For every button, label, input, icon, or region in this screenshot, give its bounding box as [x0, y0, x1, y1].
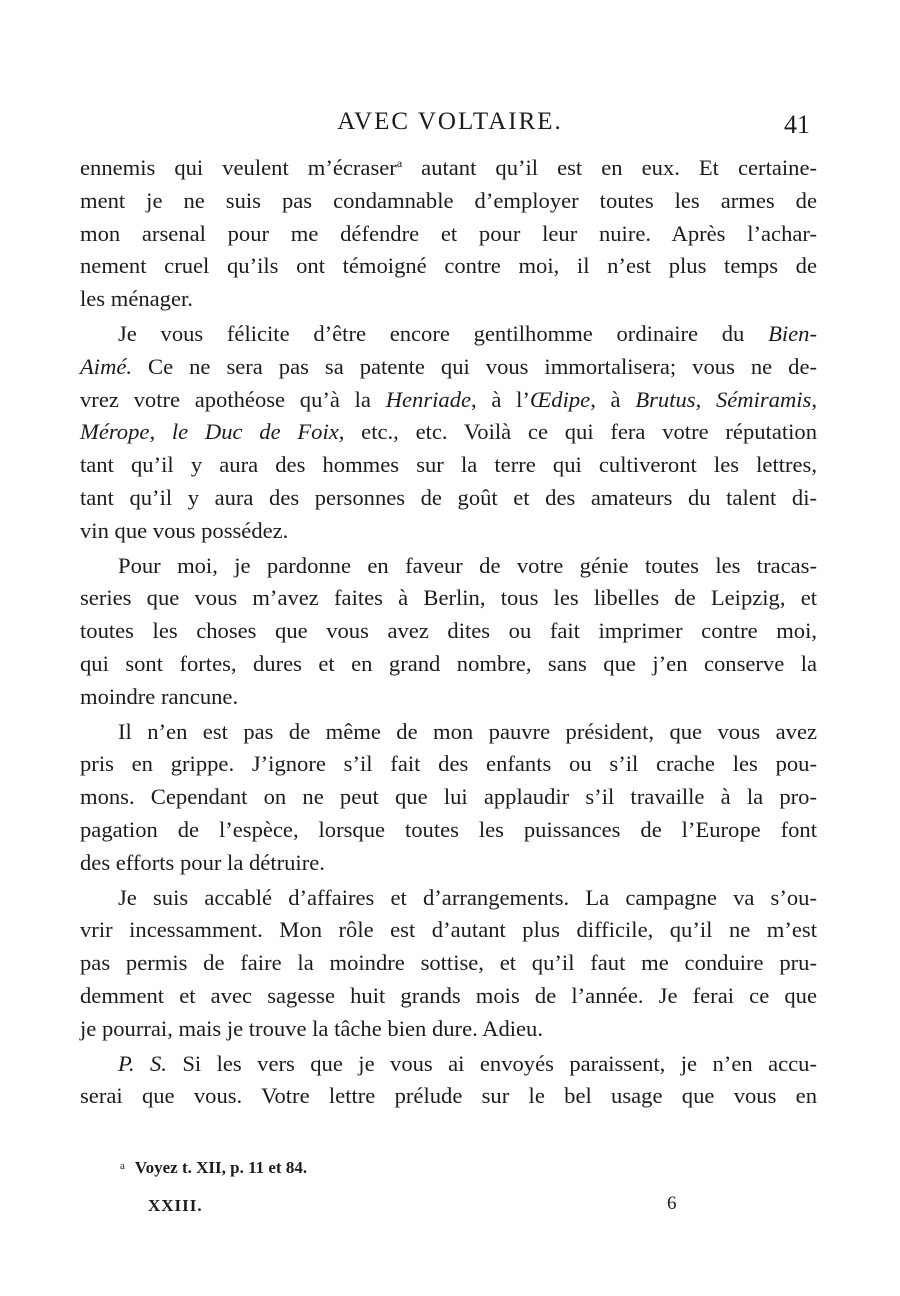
text-line — [80, 1013, 817, 1046]
text-run: Pour moi, je pardonne en faveur de votre génie toutes les tracas- — [118, 552, 817, 578]
text-line — [80, 416, 817, 449]
footnote — [120, 1158, 307, 1178]
text-line — [80, 814, 817, 847]
text-line — [80, 847, 817, 880]
signature-mark: XXIII. — [148, 1196, 203, 1215]
text-line — [80, 615, 817, 648]
paragraph — [80, 550, 817, 714]
text-run: , — [811, 386, 818, 412]
text-run: , à — [590, 386, 636, 412]
text-run: mon arsenal pour me défendre et pour leur nuire. Après l’achar- — [80, 220, 817, 246]
text-run: des efforts pour la détruire. — [80, 849, 325, 875]
text-line — [80, 1080, 817, 1113]
italic-title: P. S. — [118, 1050, 167, 1076]
text-run: moindre rancune. — [80, 683, 239, 709]
text-line — [80, 550, 817, 583]
text-run: pagation de l’espèce, lorsque toutes les puissances de l’Europe font — [80, 816, 817, 842]
text-run: pas permis de faire la moindre sottise, et qu’il faut me conduire pru- — [80, 950, 817, 976]
text-run: , — [695, 386, 716, 412]
paragraph — [80, 882, 817, 1046]
text-run: toutes les choses que vous avez dites ou fait imprimer contre moi, — [80, 618, 817, 644]
text-run: , — [149, 419, 172, 445]
text-run: nement cruel qu’ils ont témoigné contre moi, il n’est plus temps de — [80, 253, 817, 279]
text-run: Si les vers que je vous ai envoyés paraissent, je n’en accu- — [166, 1050, 817, 1076]
footnote-mark: a — [120, 1160, 125, 1172]
text-line — [80, 250, 817, 283]
text-line — [80, 152, 817, 185]
italic-title: Brutus — [635, 386, 696, 412]
text-run: tant qu’il y aura des hommes sur la terre qui cultiveront les lettres, — [80, 452, 817, 478]
text-run: Ce ne sera pas sa patente qui vous immortalisera; vous ne de- — [132, 353, 817, 379]
italic-title: Mérope — [80, 419, 150, 445]
text-line — [80, 384, 817, 417]
italic-title: Bien- — [768, 320, 817, 346]
text-run: , à l’ — [471, 386, 530, 412]
italic-title: Henriade — [385, 386, 472, 412]
italic-title: le Duc de Foix — [171, 419, 339, 445]
italic-title: Sémiramis — [715, 386, 812, 412]
text-line — [80, 882, 817, 915]
text-line — [80, 748, 817, 781]
body-text — [80, 152, 817, 1113]
text-run: je pourrai, mais je trouve la tâche bien dure. Adieu. — [80, 1015, 544, 1041]
text-run: ment je ne suis pas condamnable d’employer toutes les armes de — [80, 187, 817, 213]
text-run: pris en grippe. J’ignore s’il fait des enfants ou s’il crache les pou- — [80, 751, 817, 777]
text-line — [80, 781, 817, 814]
text-run: series que vous m’avez faites à Berlin, tous les libelles de Leipzig, et — [80, 585, 817, 611]
running-head — [0, 108, 900, 140]
text-line — [80, 980, 817, 1013]
text-line — [80, 449, 817, 482]
text-run: vrez votre apothéose qu’à la — [80, 386, 386, 412]
text-run: tant qu’il y aura des personnes de goût et des amateurs du talent di- — [80, 484, 817, 510]
paragraph — [80, 152, 817, 316]
text-run: qui sont fortes, dures et en grand nombre, sans que j’en conserve la — [80, 650, 817, 676]
text-run: les ménager. — [80, 286, 193, 312]
italic-title: Aimé. — [80, 353, 133, 379]
text-line — [80, 582, 817, 615]
paragraph — [80, 716, 817, 880]
text-line — [80, 283, 817, 316]
text-run: vrir incessamment. Mon rôle est d’autant plus difficile, qu’il ne m’est — [80, 917, 817, 943]
page-number: 41 — [784, 110, 810, 139]
text-line — [80, 1048, 817, 1081]
text-run: Je suis accablé d’affaires et d’arrangements. La campagne va s’ou- — [118, 884, 817, 910]
footnote-reference: a — [396, 156, 403, 170]
text-run: Il n’en est pas de même de mon pauvre président, que vous avez — [118, 718, 817, 744]
text-line — [80, 648, 817, 681]
text-run: ennemis qui veulent m’écraser — [80, 155, 397, 180]
text-run: , etc., etc. Voilà ce qui fera votre réputation — [338, 419, 817, 445]
running-title: AVEC VOLTAIRE. — [337, 108, 563, 135]
text-line — [80, 482, 817, 515]
text-run: mons. Cependant on ne peut que lui applaudir s’il travaille à la pro- — [80, 784, 817, 810]
text-line — [80, 681, 817, 714]
text-run: Je vous félicite d’être encore gentilhomme ordinaire du — [118, 320, 769, 346]
paragraph — [80, 318, 817, 548]
text-line — [80, 218, 817, 251]
italic-title: Œdipe — [529, 386, 591, 412]
text-line — [80, 351, 817, 384]
text-line — [80, 318, 817, 351]
text-line — [80, 185, 817, 218]
text-line — [80, 716, 817, 749]
footnote-text: Voyez t. XII, p. 11 et 84. — [134, 1158, 308, 1177]
text-run: autant qu’il est en eux. Et certaine- — [402, 155, 817, 180]
text-run: serai que vous. Votre lettre prélude sur le bel usage que vous en — [80, 1083, 817, 1109]
postscript-paragraph — [80, 1048, 817, 1114]
text-run: demment et avec sagesse huit grands mois de l’année. Je ferai ce que — [80, 982, 817, 1008]
text-line — [80, 515, 817, 548]
text-line — [80, 914, 817, 947]
sheet-number: 6 — [667, 1193, 677, 1214]
text-line — [80, 947, 817, 980]
text-run: vin que vous possédez. — [80, 517, 289, 543]
